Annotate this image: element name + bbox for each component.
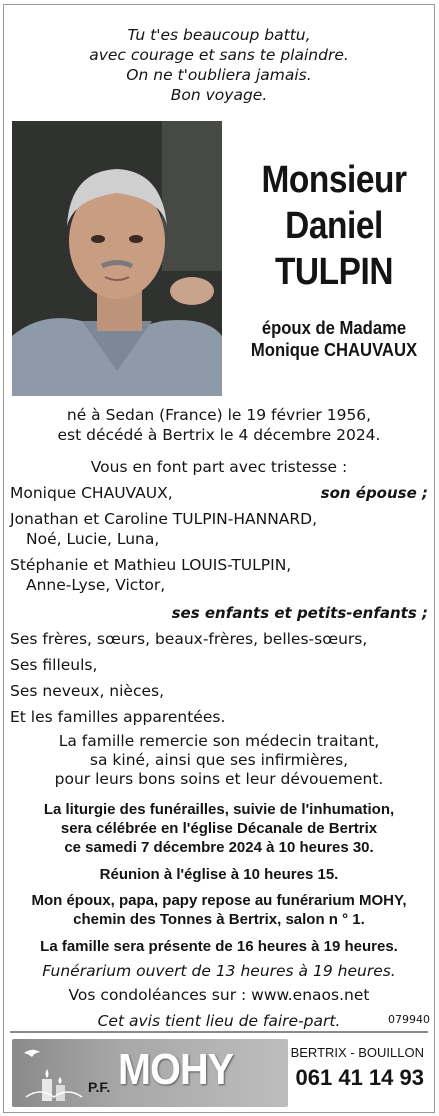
liturgy-line: sera célébrée en l'église Décanale de Bertrix [60, 820, 378, 837]
thanks-line: pour leurs bons soins et leur dévouement. [54, 770, 384, 788]
portrait-photo [12, 121, 222, 396]
last-name: TULPIN [274, 251, 394, 293]
funerarium-hours: Funérarium ouvert de 13 heures à 19 heures. [42, 962, 396, 980]
family-wife-role: son épouse ; [320, 484, 428, 502]
family-children-role: ses enfants et petits-enfants ; [171, 604, 428, 622]
pf-label: P.F. [88, 1079, 111, 1095]
dove-candle-icon [12, 1039, 92, 1107]
family-grandchildren: Noé, Lucie, Luna, [26, 530, 160, 548]
family-grandchildren: Anne-Lyse, Victor, [26, 576, 166, 594]
family-child: Stéphanie et Mathieu LOUIS-TULPIN, [10, 556, 292, 574]
family-other: Ses filleuls, [10, 656, 98, 674]
thanks-line: La famille remercie son médecin traitant, [58, 732, 380, 750]
birth-info: né à Sedan (France) le 19 février 1956, [66, 406, 372, 424]
liturgy-line: ce samedi 7 décembre 2024 à 10 heures 30. [64, 839, 374, 856]
poem-line: Bon voyage. [170, 86, 268, 104]
meeting-info: Réunion à l'église à 10 heures 15. [99, 866, 339, 883]
reference-number: 079940 [388, 1013, 430, 1026]
spouse-line: époux de Madame [261, 317, 407, 338]
family-other: Ses neveux, nièces, [10, 682, 165, 700]
poem-line: Tu t'es beaucoup battu, [127, 26, 311, 44]
notice-text: Cet avis tient lieu de faire-part. [97, 1012, 341, 1030]
brand-name: MOHY [118, 1045, 234, 1094]
condolences-info: Vos condoléances sur : www.enaos.net [68, 986, 370, 1004]
funeral-home-phone: 061 41 14 93 [295, 1065, 424, 1090]
poem-line: avec courage et sans te plaindre. [89, 46, 349, 64]
family-child: Jonathan et Caroline TULPIN-HANNARD, [10, 510, 318, 528]
funeral-home-city: BERTRIX - BOUILLON [290, 1045, 424, 1060]
portrait-illustration [12, 121, 222, 396]
family-wife: Monique CHAUVAUX, [10, 484, 173, 502]
rest-line: Mon époux, papa, papy repose au funérarium MOHY, [31, 892, 407, 909]
rest-line: chemin des Tonnes à Bertrix, salon n ° 1. [73, 911, 365, 928]
deceased-name [234, 157, 434, 361]
poem-line: On ne t'oubliera jamais. [126, 66, 312, 84]
death-info: est décédé à Bertrix le 4 décembre 2024. [57, 426, 381, 444]
family-other: Et les familles apparentées. [10, 708, 226, 726]
family-other: Ses frères, sœurs, beaux-frères, belles-sœurs, [10, 630, 368, 648]
funeral-home-logo [12, 1039, 288, 1107]
first-name: Daniel [285, 205, 383, 247]
intro-text: Vous en font part avec tristesse : [90, 458, 348, 476]
thanks-line: sa kiné, ainsi que ses infirmières, [89, 751, 349, 769]
funeral-home-banner [10, 1031, 428, 1111]
liturgy-line: La liturgie des funérailles, suivie de l'inhumation, [43, 801, 395, 818]
obituary-notice [3, 4, 435, 1113]
spouse-name: Monique CHAUVAUX [250, 339, 418, 360]
presence-info: La famille sera présente de 16 heures à 19 heures. [40, 938, 398, 955]
poem [4, 25, 434, 105]
title: Monsieur [261, 159, 407, 201]
spouse-info [234, 317, 434, 361]
